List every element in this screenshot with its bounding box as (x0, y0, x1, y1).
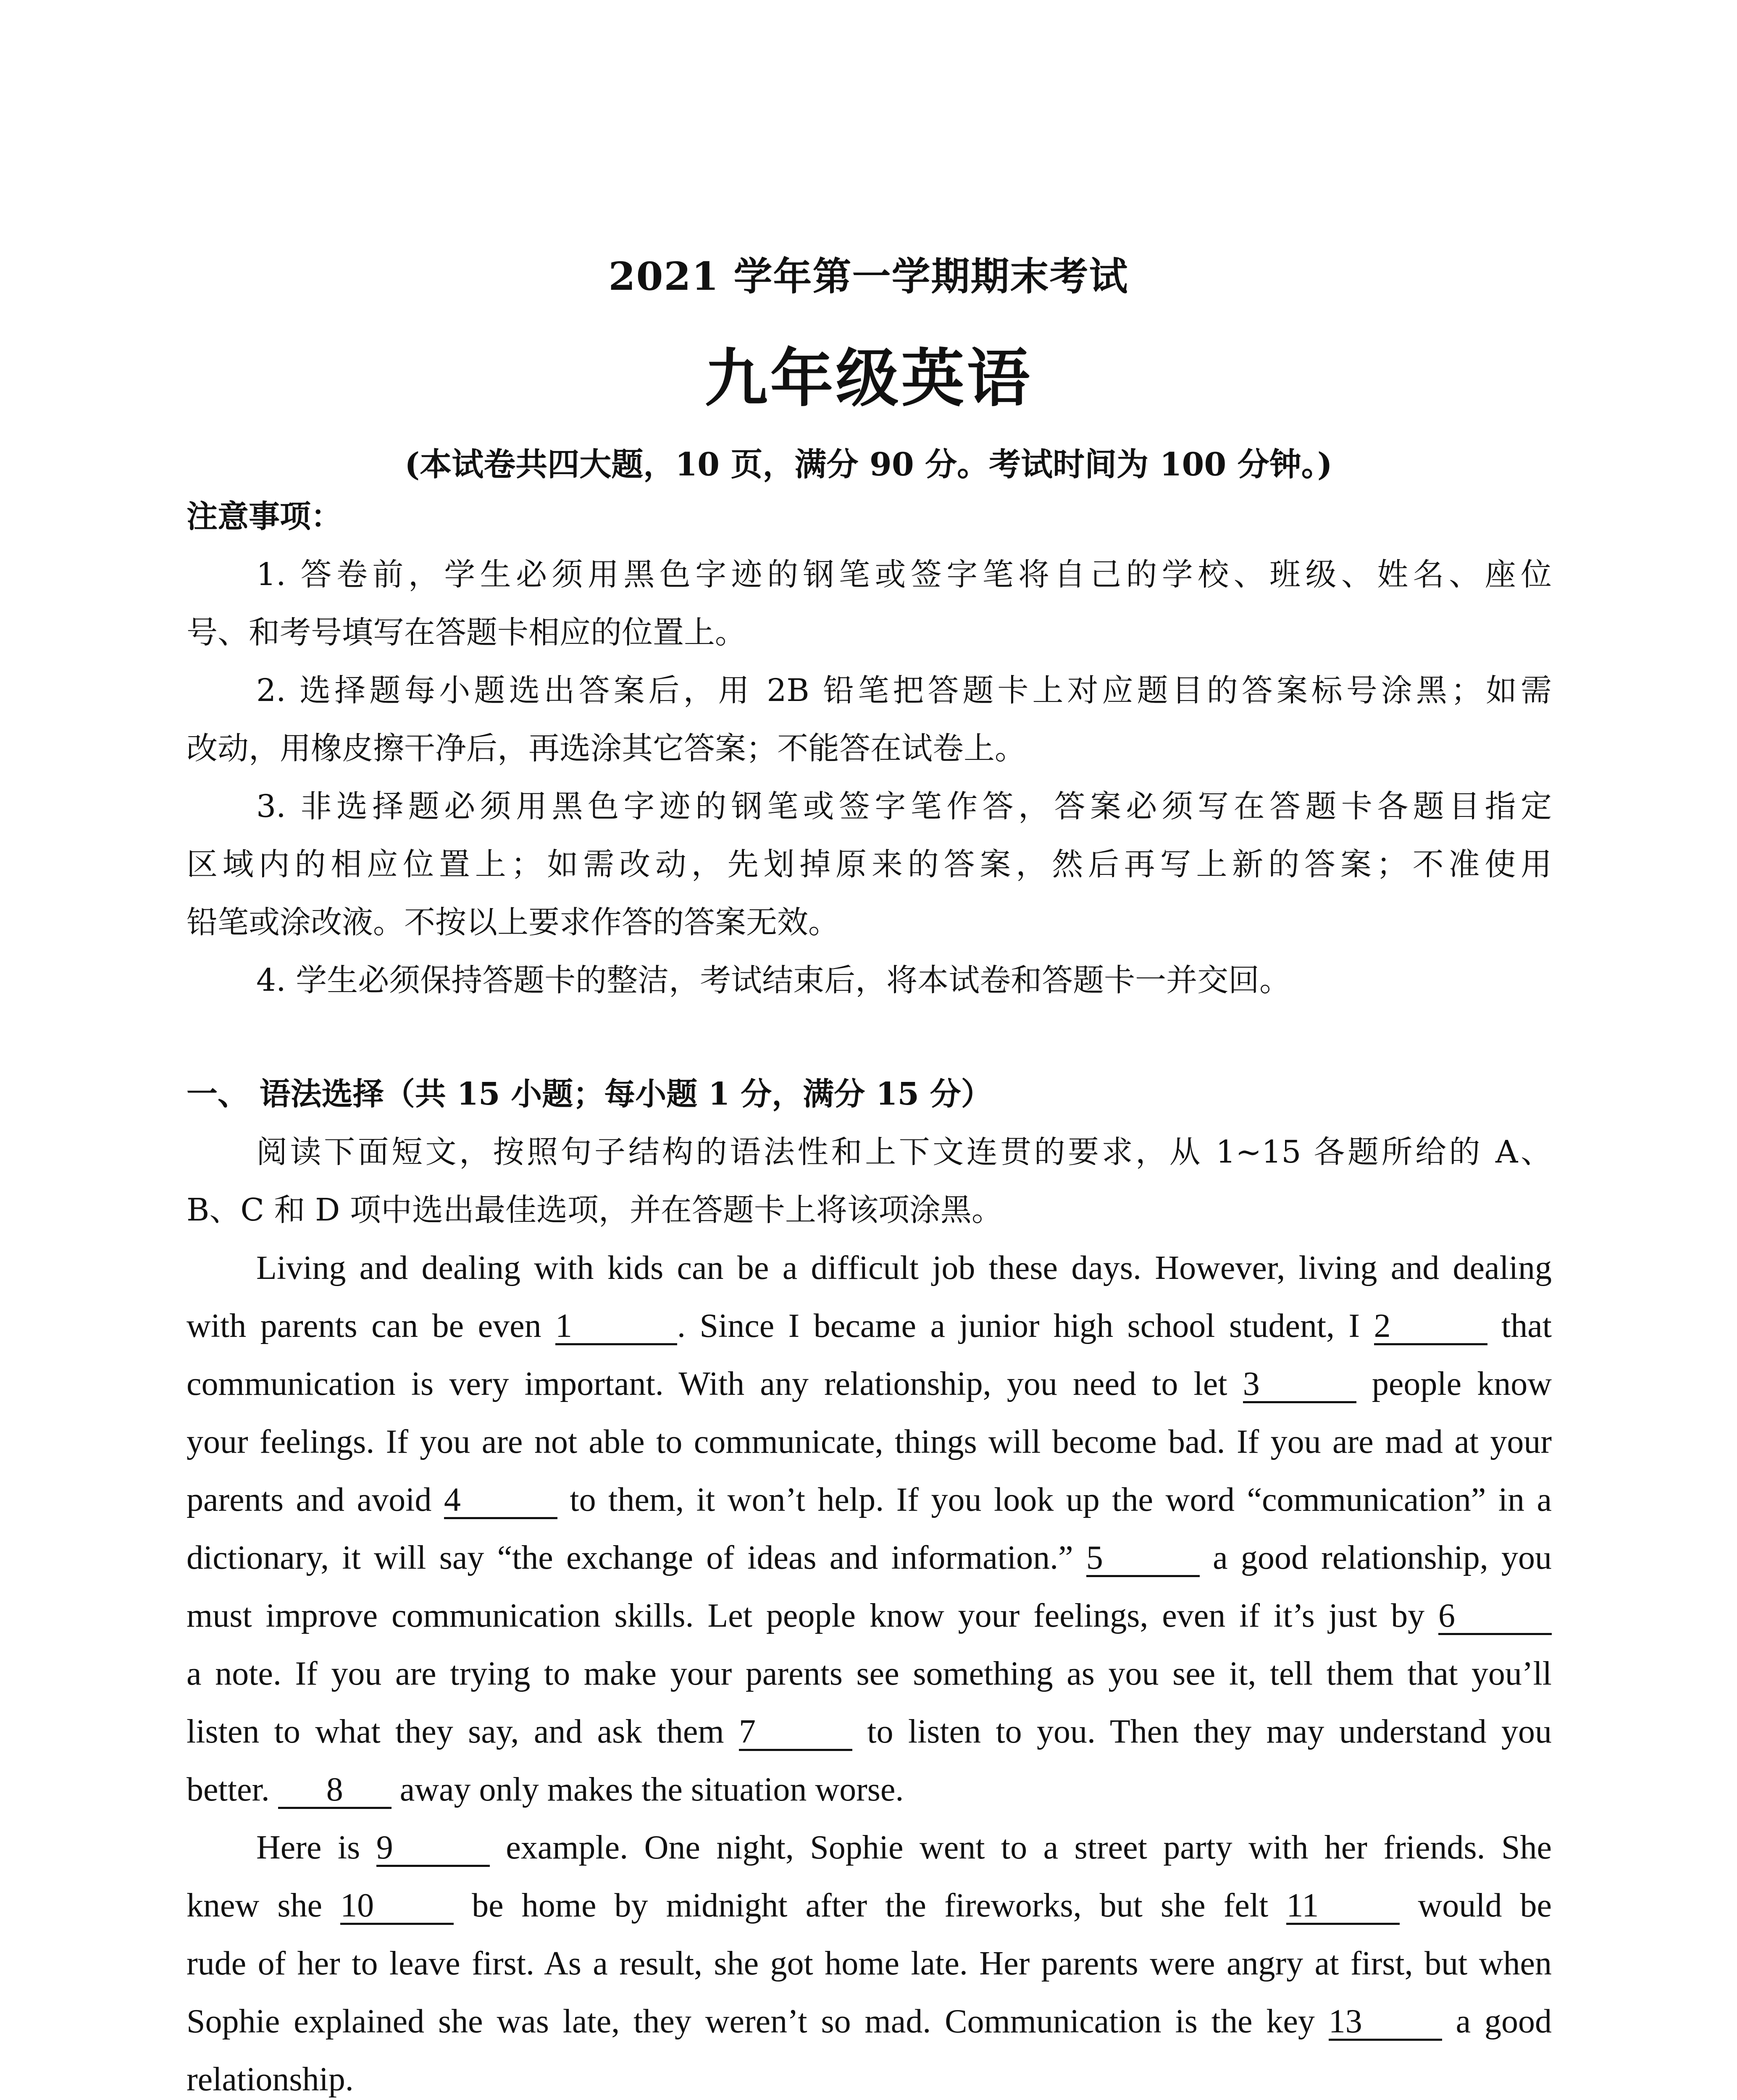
passage-text: a good (1456, 2003, 1552, 2040)
note-line: 4. 学生必须保持答题卡的整洁，考试结束后，将本试卷和答题卡一并交回。 (256, 962, 1291, 998)
passage-line (187, 1885, 1552, 1927)
blank-6: 6 (1438, 1599, 1552, 1635)
passage-text: dictionary, it will say “the exchange of ideas and information.” (187, 1539, 1073, 1576)
passage-line (187, 1595, 1552, 1637)
passage-line (187, 1363, 1552, 1405)
blank-3: 3 (1243, 1367, 1356, 1403)
passage-line (187, 1537, 1552, 1579)
passage-text: parents and avoid (187, 1481, 432, 1518)
passage-text: people know (1372, 1365, 1552, 1402)
passage-line: relationship. (187, 2061, 354, 2098)
passage-text: Here is (256, 1829, 360, 1866)
section-heading: 一、 语法选择（共 15 小题；每小题 1 分，满分 15 分） (187, 1076, 992, 1112)
note-line: 区域内的相应位置上；如需改动，先划掉原来的答案，然后再写上新的答案；不准使用 (187, 846, 1552, 882)
notes-heading: 注意事项： (187, 499, 342, 535)
passage-text: must improve communication skills. Let people know your feelings, even if it’s just by (187, 1597, 1425, 1634)
passage-line: Living and dealing with kids can be a difficult job these days. However, living and dealing (256, 1250, 1552, 1286)
instruction-line: B、C 和 D 项中选出最佳选项，并在答题卡上将该项涂黑。 (187, 1192, 1003, 1228)
passage-line: rude of her to leave first. As a result, she got home late. Her parents were angry at first, but when (187, 1945, 1552, 1982)
passage-text: away only makes the situation worse. (399, 1771, 904, 1808)
note-line: 1. 答卷前，学生必须用黑色字迹的钢笔或签字笔将自己的学校、班级、姓名、座位 (256, 556, 1552, 593)
note-line: 号、和考号填写在答题卡相应的位置上。 (187, 614, 746, 651)
passage-text: communication is very important. With any relationship, you need to let (187, 1365, 1227, 1402)
passage-line: your feelings. If you are not able to communicate, things will become bad. If you are mad at your (187, 1423, 1552, 1460)
passage-text: a good relationship, you (1213, 1539, 1552, 1576)
note-line: 3. 非选择题必须用黑色字迹的钢笔或签字笔作答，答案必须写在答题卡各题目指定 (256, 788, 1552, 824)
blank-1: 1 (555, 1309, 677, 1345)
passage-text: would be (1418, 1887, 1552, 1924)
note-line: 铅笔或涂改液。不按以上要求作答的答案无效。 (187, 904, 839, 940)
exam-subject-title: 九年级英语 (704, 341, 1033, 415)
blank-4: 4 (444, 1483, 557, 1519)
passage-text: example. One night, Sophie went to a street party with her friends. She (506, 1829, 1552, 1866)
passage-text: be home by midnight after the fireworks, but she felt (472, 1887, 1269, 1924)
blank-9: 9 (376, 1830, 490, 1867)
passage-text: to listen to you. Then they may understand you (867, 1713, 1552, 1750)
passage-line (187, 1711, 1552, 1753)
instruction-line: 阅读下面短文，按照句子结构的语法性和上下文连贯的要求，从 1~15 各题所给的 A、 (256, 1134, 1552, 1170)
note-line: 改动，用橡皮擦干净后，再选涂其它答案；不能答在试卷上。 (187, 730, 1026, 766)
passage-line (187, 1827, 1552, 1869)
passage-text: . Since I became a junior high school student, I (677, 1307, 1360, 1344)
passage-text: knew she (187, 1887, 322, 1924)
blank-8: 8 (278, 1772, 392, 1809)
passage-line (187, 1305, 1552, 1347)
passage-line: a note. If you are trying to make your parents see something as you see it, tell them that you’ll (187, 1655, 1552, 1692)
passage-line (187, 1479, 1552, 1521)
passage-text: better. (187, 1771, 270, 1808)
passage-text: with parents can be even (187, 1307, 541, 1344)
passage-text: to them, it won’t help. If you look up the word “communication” in a (570, 1481, 1552, 1518)
blank-5: 5 (1086, 1541, 1200, 1577)
blank-7: 7 (739, 1714, 852, 1751)
blank-2: 2 (1374, 1309, 1487, 1345)
blank-11: 11 (1286, 1888, 1400, 1925)
passage-line (187, 2000, 1552, 2042)
passage-line (187, 1769, 1552, 1811)
note-line: 2. 选择题每小题选出答案后，用 2B 铅笔把答题卡上对应题目的答案标号涂黑；如需 (256, 672, 1552, 709)
blank-10: 10 (340, 1888, 454, 1925)
passage-text: listen to what they say, and ask them (187, 1713, 724, 1750)
exam-info: (本试卷共四大题，10 页，满分 90 分。考试时间为 100 分钟。) (405, 446, 1332, 483)
blank-13: 13 (1329, 2004, 1442, 2041)
exam-term-title: 2021 学年第一学期期末考试 (608, 254, 1129, 299)
passage-text: Sophie explained she was late, they weren’t so mad. Communication is the key (187, 2003, 1315, 2040)
passage-text: that (1501, 1307, 1552, 1344)
